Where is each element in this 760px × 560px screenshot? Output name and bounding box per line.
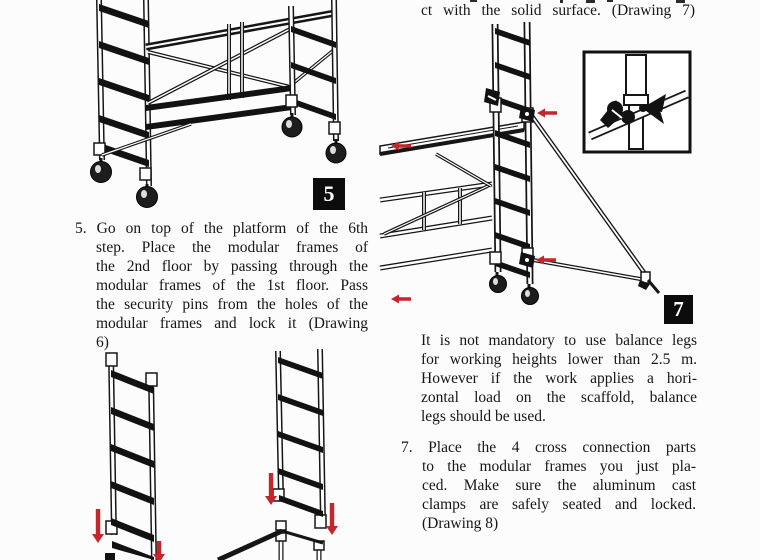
balance-leg-drawing — [378, 22, 710, 320]
balance-note-line: However if the work applies a hori- — [421, 370, 697, 387]
red-left-arrow — [537, 109, 557, 118]
step5-line: the 2nd floor by passing through the — [96, 258, 368, 275]
step5-line: step. Place the modular frames of — [96, 239, 368, 256]
left-modular-frame — [106, 353, 157, 560]
step7-line: 7. Place the 4 cross connection parts — [401, 439, 696, 456]
step5-line: 5. Go on top of the platform of the 6th — [75, 220, 368, 237]
red-down-arrow — [326, 503, 338, 535]
balance-note-line: zontal load on the scaffold, balance — [421, 389, 697, 406]
step7-paragraph — [401, 438, 696, 533]
balance-note-line: for working heights lower than 2.5 m. — [421, 351, 697, 368]
step7-line: ced. Make sure the aluminum cast — [422, 477, 696, 494]
right-modular-frame — [273, 349, 326, 528]
step7-line: clamps are safely seated and locked. — [422, 496, 696, 513]
figure-label-7: 7 — [664, 295, 693, 324]
red-down-arrows — [92, 473, 338, 560]
balance-note-line: It is not mandatory to use balance legs — [421, 332, 697, 349]
top-text-line: ct with the solid surface. (Drawing 7) — [421, 2, 695, 19]
balance-note-paragraph — [421, 331, 697, 426]
red-down-arrow — [92, 509, 104, 543]
step5-line: the security pins from the holes of the — [96, 296, 368, 313]
step7-line: (Drawing 8) — [422, 515, 499, 532]
clamp-detail-inset — [584, 52, 690, 152]
figure-label-5: 5 — [313, 178, 345, 210]
step5-line: modular frames of the 1st floor. Pass — [96, 277, 368, 294]
step7-line: to the modular frames you just pla- — [422, 458, 696, 475]
left-frame — [94, 0, 151, 186]
step5-line: modular frames and lock it (Drawing — [96, 315, 368, 332]
balance-note-line: legs should be used. — [421, 408, 546, 425]
step5-paragraph — [75, 219, 368, 352]
top-text-line-wrap — [421, 1, 695, 20]
lower-truss — [380, 154, 492, 268]
step5-line: 6) — [96, 334, 109, 351]
red-left-arrow — [391, 295, 411, 304]
modular-frames-drawing — [70, 345, 380, 560]
